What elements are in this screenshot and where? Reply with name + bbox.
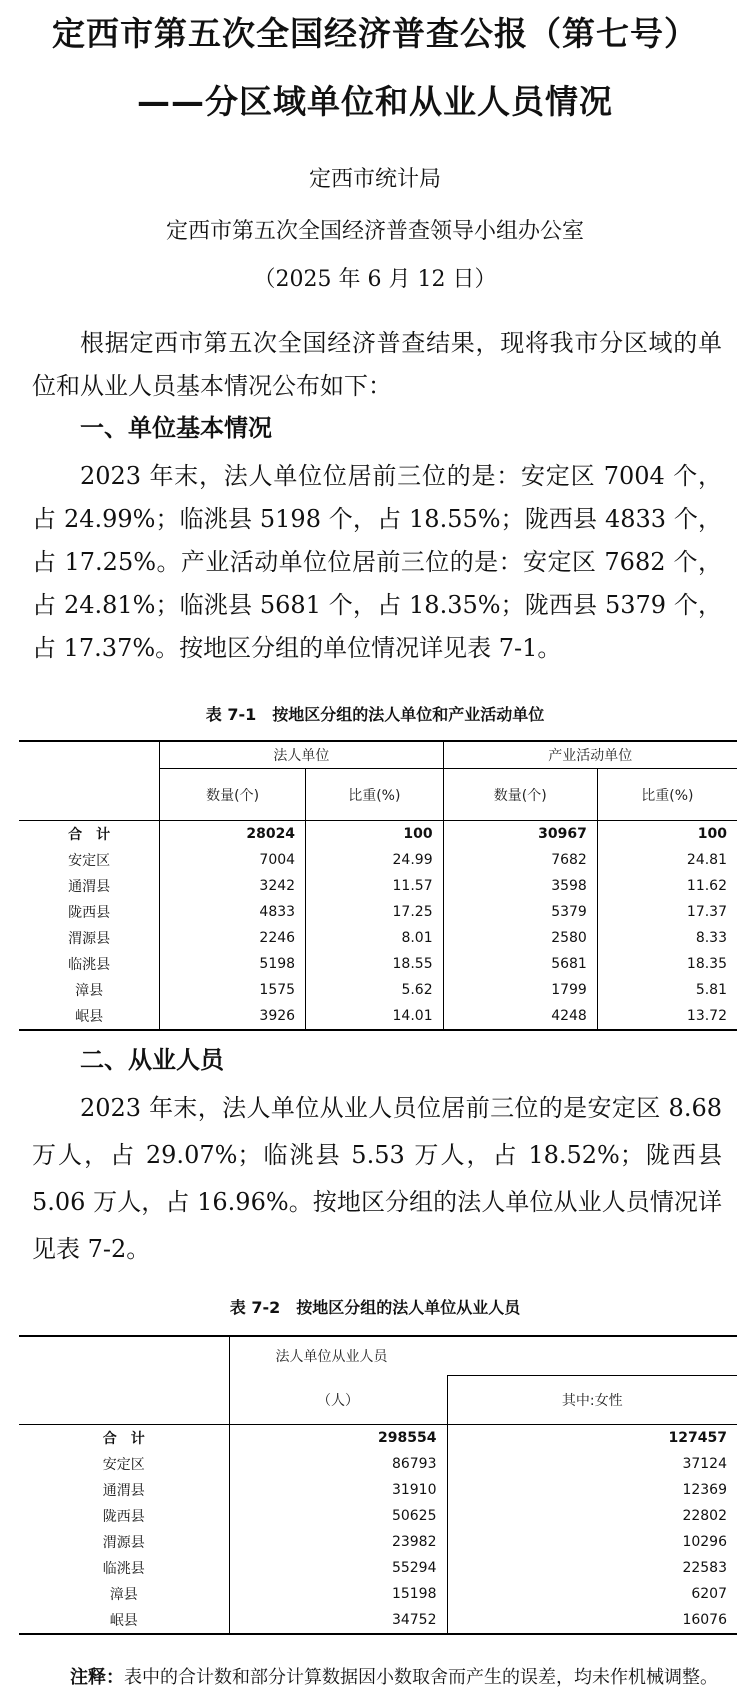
- table-2-group-employees: 法人单位从业人员: [275, 1349, 388, 1365]
- table-row: [19, 977, 737, 1003]
- legal-person-share-cell: 5.62: [306, 977, 444, 1003]
- region-cell: 陇西县: [19, 1503, 229, 1529]
- activity-unit-share-cell: 24.81: [686, 852, 727, 868]
- table-1-col-lp-share: 比重(%): [306, 769, 444, 821]
- table-1-group-industrial-activity: 产业活动单位: [443, 741, 737, 769]
- employee-female-cell: 37124: [682, 1455, 727, 1472]
- employee-total-cell: 86793: [229, 1451, 447, 1477]
- employee-female-cell: 12369: [682, 1481, 727, 1498]
- table-2-col-unit: （人）: [229, 1376, 447, 1425]
- activity-unit-share-cell: 17.37: [686, 904, 727, 920]
- region-cell: 合 计: [19, 1424, 229, 1451]
- activity-unit-count-cell: 1799: [443, 977, 597, 1003]
- table-row: [19, 925, 737, 951]
- table-row: [19, 1555, 737, 1581]
- title-line-1: 定西市第五次全国经济普查公报（第七号）: [52, 14, 698, 53]
- table-2-caption: 表 7-2 按地区分组的法人单位从业人员: [229, 1298, 521, 1317]
- table-row: [19, 1451, 737, 1477]
- table-1-group-legal-person: 法人单位: [160, 741, 443, 769]
- table-1-corner: [19, 741, 160, 821]
- table-1-caption: 表 7-1 按地区分组的法人单位和产业活动单位: [205, 705, 545, 724]
- legal-person-count-cell: 28024: [160, 821, 306, 848]
- legal-person-count-cell: 7004: [160, 847, 306, 873]
- legal-person-share-cell: 24.99: [306, 847, 444, 873]
- footnote-text: 表中的合计数和部分计算数据因小数取舍而产生的误差，均未作机械调整。: [124, 1667, 718, 1688]
- region-cell: 通渭县: [19, 1477, 229, 1503]
- table-row: [19, 1503, 737, 1529]
- legal-person-share-cell: 100: [306, 821, 444, 848]
- activity-unit-share-cell: 100: [697, 826, 727, 842]
- region-cell: 临洮县: [19, 1555, 229, 1581]
- legal-person-count-cell: 1575: [160, 977, 306, 1003]
- title-line-2: ——分区域单位和从业人员情况: [137, 82, 613, 121]
- employee-female-cell: 6207: [691, 1585, 727, 1602]
- legal-person-count-cell: 3926: [160, 1003, 306, 1030]
- table-1-col-ia-count: 数量(个): [443, 769, 597, 821]
- region-cell: 安定区: [19, 1451, 229, 1477]
- table-1-col-lp-count: 数量(个): [160, 769, 306, 821]
- region-cell: 漳县: [19, 977, 160, 1003]
- table-row: [19, 899, 737, 925]
- region-cell: 岷县: [19, 1003, 160, 1030]
- legal-person-count-cell: 2246: [160, 925, 306, 951]
- region-cell: 陇西县: [19, 899, 160, 925]
- region-cell: 安定区: [19, 847, 160, 873]
- legal-person-share-cell: 17.25: [306, 899, 444, 925]
- table-2-corner: [19, 1336, 229, 1424]
- section-2-paragraph: 2023 年末，法人单位从业人员位居前三位的是安定区 8.68 万人，占 29.07%；临洮县 5.53 万人，占 18.52%；陇西县 5.06 万人，占 16.96%。按地区分组的法人单位从业人员情况详见表 7-2。: [32, 1094, 722, 1263]
- employee-total-cell: 298554: [229, 1424, 447, 1451]
- employee-female-cell: 22583: [682, 1559, 727, 1576]
- legal-person-count-cell: 3242: [160, 873, 306, 899]
- activity-unit-count-cell: 30967: [443, 821, 597, 848]
- employee-female-cell: 10296: [682, 1533, 727, 1550]
- legal-person-share-cell: 8.01: [306, 925, 444, 951]
- activity-unit-share-cell: 13.72: [686, 1008, 727, 1024]
- employee-total-cell: 34752: [229, 1607, 447, 1634]
- table-row: [19, 821, 737, 848]
- activity-unit-share-cell: 8.33: [695, 930, 727, 946]
- table-row: [19, 1424, 737, 1451]
- table-1-body: [19, 821, 737, 1031]
- legal-person-share-cell: 14.01: [306, 1003, 444, 1030]
- employee-total-cell: 50625: [229, 1503, 447, 1529]
- issuer-2: 定西市第五次全国经济普查领导小组办公室: [165, 219, 584, 244]
- activity-unit-count-cell: 4248: [443, 1003, 597, 1030]
- activity-unit-count-cell: 3598: [443, 873, 597, 899]
- activity-unit-share-cell: 11.62: [686, 878, 727, 894]
- legal-person-count-cell: 5198: [160, 951, 306, 977]
- employee-total-cell: 23982: [229, 1529, 447, 1555]
- table-2-body: [19, 1424, 737, 1634]
- section-1-paragraph: 2023 年末，法人单位位居前三位的是：安定区 7004 个，占 24.99%；临洮县 5198 个，占 18.55%；陇西县 4833 个，占 17.25%。产业活动单位位居前三位的是：安定区 7682 个，占 24.81%；临洮县 5681 个，占 18.35%；陇西县 5379 个，占 17.37%。按地区分组的单位情况详见表 7-1。: [32, 462, 722, 662]
- employee-female-cell: 22802: [682, 1507, 727, 1524]
- table-row: [19, 951, 737, 977]
- legal-person-share-cell: 18.55: [306, 951, 444, 977]
- table-2-col-female: 其中:女性: [447, 1376, 737, 1425]
- employee-total-cell: 15198: [229, 1581, 447, 1607]
- publish-date: （2025 年 6 月 12 日）: [253, 267, 497, 292]
- region-cell: 渭源县: [19, 1529, 229, 1555]
- legal-person-share-cell: 11.57: [306, 873, 444, 899]
- employee-female-cell: 127457: [668, 1429, 727, 1446]
- section-2-heading: 二、从业人员: [80, 1046, 224, 1074]
- activity-unit-share-cell: 18.35: [686, 956, 727, 972]
- region-cell: 合 计: [19, 821, 160, 848]
- region-cell: 渭源县: [19, 925, 160, 951]
- region-cell: 临洮县: [19, 951, 160, 977]
- table-1-col-ia-share: 比重(%): [597, 769, 737, 821]
- table-row: [19, 1003, 737, 1030]
- employee-total-cell: 55294: [229, 1555, 447, 1581]
- footnote: [70, 1663, 718, 1689]
- table-1: [19, 740, 737, 1031]
- legal-person-count-cell: 4833: [160, 899, 306, 925]
- activity-unit-count-cell: 7682: [443, 847, 597, 873]
- footnote-label: 注释：: [70, 1667, 124, 1688]
- table-row: [19, 873, 737, 899]
- region-cell: 通渭县: [19, 873, 160, 899]
- employee-female-cell: 16076: [682, 1611, 727, 1628]
- table-row: [19, 1477, 737, 1503]
- table-row: [19, 847, 737, 873]
- intro-paragraph: 根据定西市第五次全国经济普查结果，现将我市分区域的单位和从业人员基本情况公布如下：: [32, 329, 722, 400]
- employee-total-cell: 31910: [229, 1477, 447, 1503]
- region-cell: 漳县: [19, 1581, 229, 1607]
- region-cell: 岷县: [19, 1607, 229, 1634]
- table-2: [19, 1335, 737, 1635]
- activity-unit-share-cell: 5.81: [695, 982, 727, 998]
- section-1-heading: 一、单位基本情况: [80, 414, 272, 442]
- activity-unit-count-cell: 5379: [443, 899, 597, 925]
- table-row: [19, 1529, 737, 1555]
- activity-unit-count-cell: 2580: [443, 925, 597, 951]
- activity-unit-count-cell: 5681: [443, 951, 597, 977]
- issuer-1: 定西市统计局: [308, 167, 441, 192]
- table-row: [19, 1581, 737, 1607]
- table-row: [19, 1607, 737, 1634]
